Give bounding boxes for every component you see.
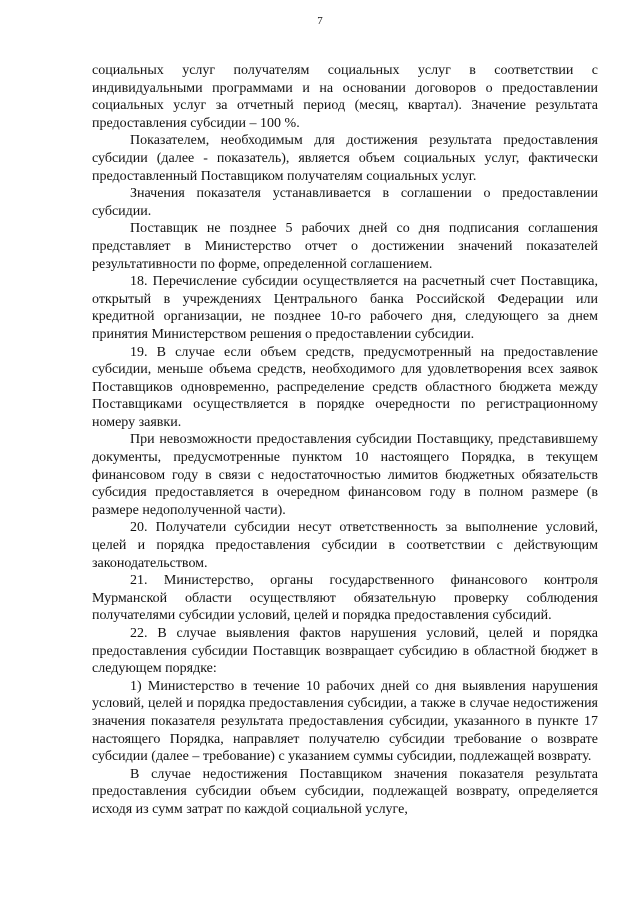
paragraph-clause-20: 20. Получатели субсидии несут ответственность за выполнение условий, целей и порядка предоставления субсидии в соответствии с действующим законодательством. (92, 520, 598, 571)
paragraph-indicator-values: Значения показателя устанавливается в соглашении о предоставлении субсидии. (92, 186, 598, 219)
paragraph-indicator: Показателем, необходимым для достижения результата предоставления субсидии (далее - показатель), является объем социальных услуг, фактически предоставленный Поставщиком получателям социальных услуг. (92, 133, 598, 184)
paragraph-clause-22-item-1: 1) Министерство в течение 10 рабочих дней со дня выявления нарушения условий, целей и порядка предоставления субсидии, а также в случае недостижения значения показателя результата предоставления субсидии, указанного в пункте 17 настоящего Порядка, направляет получателю субсидии требование о возврате субсидии (далее – требование) с указанием суммы субсидии, подлежащей возврату. (92, 678, 598, 765)
paragraph-report: Поставщик не позднее 5 рабочих дней со дня подписания соглашения представляет в Министерство отчет о достижении значений показателей результативности по форме, определенной соглашением. (92, 221, 598, 272)
paragraph-clause-18: 18. Перечисление субсидии осуществляется на расчетный счет Поставщика, открытый в учреждениях Центрального банка Российской Федерации или кредитной организации, не позднее 10-го рабочего дня, следующего за днем принятия Министерством решения о предоставлении субсидии. (92, 274, 598, 342)
document-body (92, 62, 598, 819)
paragraph-clause-21: 21. Министерство, органы государственного финансового контроля Мурманской области осуществляют обязательную проверку соблюдения получателями субсидии условий, целей и порядка предоставления субсидий. (92, 573, 598, 624)
paragraph-clause-22: 22. В случае выявления фактов нарушения условий, целей и порядка предоставления субсидии Поставщик возвращает субсидию в областной бюджет в следующем порядке: (92, 626, 598, 677)
page-number: 7 (317, 15, 323, 27)
paragraph-refund-calculation: В случае недостижения Поставщиком значения показателя результата предоставления субсидии объем субсидии, подлежащей возврату, определяется исходя из сумм затрат по каждой социальной услуге, (92, 766, 598, 817)
paragraph-clause-19-cont: При невозможности предоставления субсидии Поставщику, представившему документы, предусмотренные пунктом 10 настоящего Порядка, в текущем финансовом году в связи с недостаточностью лимитов бюджетных обязательств субсидия предоставляется в очередном финансовом году в полном размере (в размере недополученной части). (92, 432, 598, 518)
paragraph-result-value: социальных услуг получателям социальных услуг в соответствии с индивидуальными программами и на основании договоров о предоставлении социальных услуг за отчетный период (месяц, квартал). Значение результата предоставления субсидии – 100 %. (92, 63, 598, 131)
paragraph-clause-19: 19. В случае если объем средств, предусмотренный на предоставление субсидии, меньше объема средств, необходимого для удовлетворения всех заявок Поставщиков одновременно, распределение средств областного бюджета между Поставщиками осуществляется в порядке очередности по регистрационному номеру заявки. (92, 344, 598, 430)
